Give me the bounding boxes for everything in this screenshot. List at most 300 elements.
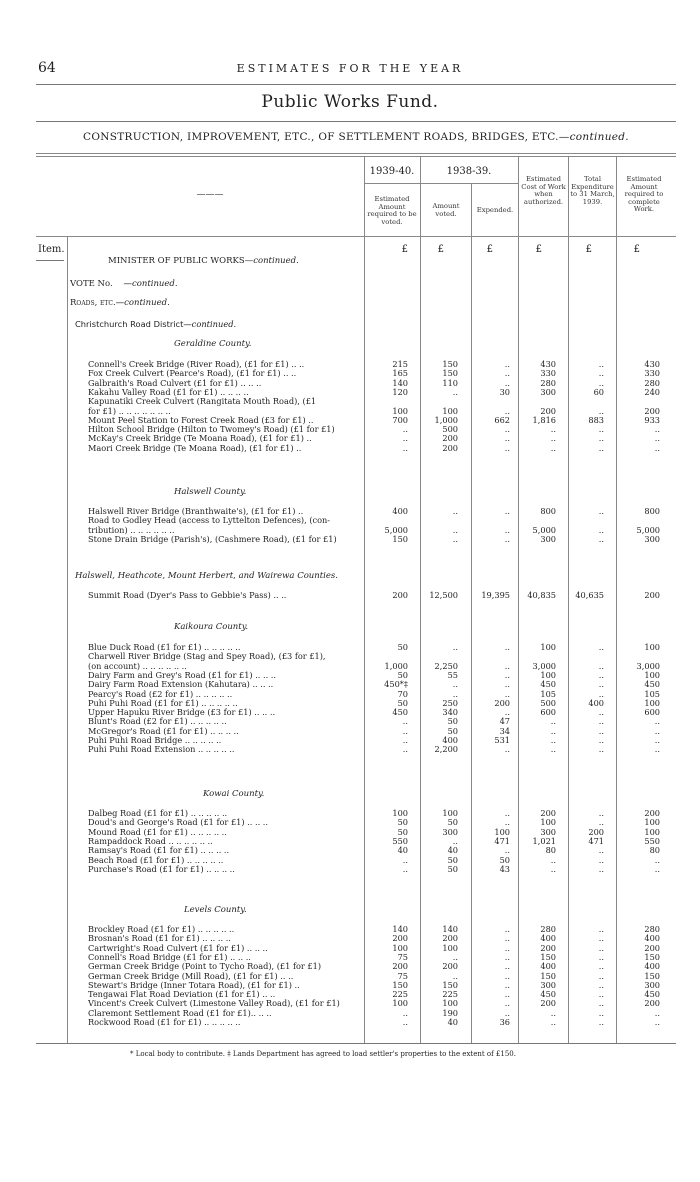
table-row — [0, 699, 700, 708]
row-value-col-6: .. — [654, 433, 660, 444]
roads-heading — [70, 298, 170, 308]
row-value-col-4: .. — [550, 863, 556, 874]
row-value-col-2: 40 — [447, 845, 458, 856]
row-value-col-3: .. — [504, 845, 510, 856]
row-description: Mount Peel Station to Forest Creek Road (£3 for £1) .. — [88, 415, 314, 425]
row-value-col-6: 200 — [644, 405, 660, 416]
row-value-col-2: .. — [452, 951, 458, 962]
row-value-col-4: 150 — [540, 970, 556, 981]
row-value-col-1: .. — [402, 735, 408, 745]
row-value-col-3: .. — [504, 433, 510, 444]
row-value-col-1: .. — [402, 716, 408, 727]
row-value-col-6: 3,000 — [636, 660, 660, 671]
row-value-col-4: 80 — [545, 845, 556, 856]
row-value-col-5: 400 — [588, 697, 604, 708]
row-description: Brosnan's Road (£1 for £1) .. .. .. .. — [88, 934, 231, 944]
row-value-col-6: 200 — [644, 808, 660, 818]
row-value-col-3: .. — [504, 744, 510, 755]
row-value-col-2: 100 — [442, 942, 458, 953]
county-heading: Kowai County. — [203, 789, 265, 799]
row-value-col-6: 100 — [644, 826, 660, 837]
header-dash: ——— — [196, 190, 224, 200]
row-value-col-2: 50 — [447, 725, 458, 736]
table-row — [0, 962, 700, 971]
currency-4: £ — [535, 244, 542, 255]
table-row — [0, 865, 700, 874]
row-value-col-5: .. — [598, 660, 604, 671]
row-description: Vincent's Creek Culvert (Limestone Valley Road), (£1 for £1) — [88, 999, 340, 1009]
row-value-col-5: .. — [598, 725, 604, 736]
row-description: Maori Creek Bridge (Te Moana Road), (£1 for £1) .. — [88, 443, 302, 453]
row-description: Fox Creek Culvert (Pearce's Road), (£1 for £1) .. .. — [88, 369, 297, 379]
row-description: Dalbeg Road (£1 for £1) .. .. .. .. .. — [88, 809, 228, 818]
row-value-col-3: 471 — [494, 835, 510, 846]
row-value-col-5: .. — [598, 735, 604, 745]
row-value-col-3: .. — [504, 506, 510, 516]
row-value-col-5: .. — [598, 707, 604, 718]
row-value-col-4: 300 — [540, 826, 556, 837]
row-value-col-3: .. — [504, 942, 510, 953]
col-rule-3 — [471, 183, 472, 1043]
row-value-col-2: 110 — [442, 377, 458, 388]
row-description: (on account) .. .. .. .. .. .. — [88, 661, 187, 671]
table-top-rule-2 — [36, 156, 676, 157]
row-value-col-4: 300 — [540, 979, 556, 990]
table-row — [0, 736, 700, 745]
row-value-col-5: .. — [598, 942, 604, 953]
row-value-col-2: .. — [452, 642, 458, 652]
district-heading — [75, 319, 236, 329]
row-value-col-5: .. — [598, 817, 604, 828]
section-subtitle — [36, 131, 676, 143]
row-value-col-3: .. — [504, 405, 510, 416]
row-value-col-4: 600 — [540, 707, 556, 718]
minister-text: MINISTER OF PUBLIC WORKS— — [108, 256, 254, 266]
row-value-col-6: 800 — [644, 506, 660, 516]
row-value-col-3: .. — [504, 442, 510, 453]
row-value-col-5: 200 — [588, 826, 604, 837]
row-value-col-1: 225 — [392, 989, 408, 1000]
row-description: Rampaddock Road .. .. .. .. .. .. — [88, 836, 213, 846]
table-row — [0, 818, 700, 827]
row-value-col-4: .. — [550, 1017, 556, 1027]
row-value-col-3: .. — [504, 377, 510, 388]
table-row — [0, 745, 700, 754]
row-value-col-3: 34 — [499, 725, 510, 736]
row-value-col-1: 75 — [397, 951, 408, 962]
row-value-col-3: .. — [504, 989, 510, 1000]
table-row — [0, 990, 700, 999]
row-description: Beach Road (£1 for £1) .. .. .. .. .. — [88, 855, 224, 865]
row-value-col-2: .. — [452, 970, 458, 981]
row-value-col-4: 5,000 — [532, 524, 556, 535]
row-value-col-4: 100 — [540, 817, 556, 828]
row-value-col-2: 200 — [442, 433, 458, 444]
row-value-col-2: 190 — [442, 1007, 458, 1018]
row-description: Purchase's Road (£1 for £1) .. .. .. .. — [88, 864, 235, 874]
header-year-1939: 1939-40. — [369, 166, 415, 177]
row-value-col-3: .. — [504, 642, 510, 652]
row-value-col-5: .. — [598, 979, 604, 990]
row-description: German Creek Bridge (Point to Tycho Road), (£1 for £1) — [88, 962, 322, 972]
row-value-col-5: .. — [598, 716, 604, 727]
row-value-col-2: 2,200 — [434, 744, 458, 755]
row-value-col-1: .. — [402, 854, 408, 865]
row-value-col-2: 150 — [442, 979, 458, 990]
top-rule — [36, 84, 676, 85]
table-row — [0, 837, 700, 846]
table-row — [0, 925, 700, 934]
row-value-col-6: .. — [654, 725, 660, 736]
currency-1: £ — [401, 244, 408, 255]
row-value-col-2: .. — [452, 688, 458, 699]
row-value-col-2: 50 — [447, 716, 458, 727]
row-description: McGregor's Road (£1 for £1) .. .. .. .. — [88, 726, 239, 736]
row-description: McKay's Creek Bridge (Te Moana Road), (£1 for £1) .. — [88, 434, 312, 444]
row-value-col-2: 150 — [442, 359, 458, 369]
row-value-col-3: .. — [504, 998, 510, 1009]
row-value-col-3: .. — [504, 970, 510, 981]
title-rule — [36, 121, 676, 122]
row-value-col-4: 430 — [540, 359, 556, 369]
row-value-col-6: 933 — [644, 414, 660, 425]
row-value-col-1: .. — [402, 863, 408, 874]
row-value-col-2: 340 — [442, 707, 458, 718]
row-description: Dairy Farm and Grey's Road (£1 for £1) .. .. .. — [88, 670, 277, 680]
row-value-col-6: 450 — [644, 989, 660, 1000]
row-value-col-2: .. — [452, 524, 458, 535]
row-value-col-2: 200 — [442, 961, 458, 972]
row-value-col-6: 300 — [644, 533, 660, 544]
table-row — [0, 434, 700, 443]
row-value-col-1: 450 — [392, 707, 408, 718]
row-value-col-1: .. — [402, 1017, 408, 1027]
row-value-col-1: 165 — [392, 368, 408, 379]
row-value-col-3: .. — [504, 660, 510, 671]
row-value-col-1: .. — [402, 442, 408, 453]
table-row — [0, 856, 700, 865]
row-value-col-6: 240 — [644, 386, 660, 397]
currency-5: £ — [585, 244, 592, 255]
row-value-col-1: 200 — [392, 961, 408, 972]
row-description: Tengawai Flat Road Deviation (£1 for £1) .. .. — [88, 990, 276, 1000]
running-head: ESTIMATES FOR THE YEAR — [236, 62, 464, 75]
row-value-col-3: .. — [504, 979, 510, 990]
row-value-col-5: .. — [598, 1017, 604, 1027]
row-value-col-3: .. — [504, 808, 510, 818]
row-value-col-1: 120 — [392, 386, 408, 397]
row-value-col-1: 50 — [397, 642, 408, 652]
row-description: Upper Hapuku River Bridge (£3 for £1) .. .. .. — [88, 708, 276, 718]
row-value-col-6: 105 — [644, 688, 660, 699]
row-value-col-5: .. — [598, 359, 604, 369]
row-value-col-1: .. — [402, 424, 408, 435]
row-description: Ramsay's Road (£1 for £1) .. .. .. .. — [88, 846, 230, 856]
row-value-col-6: 100 — [644, 697, 660, 708]
row-description: Dairy Farm Road Extension (Kahutara) .. .. .. — [88, 680, 274, 690]
row-value-col-5: .. — [598, 377, 604, 388]
row-description: Stewart's Bridge (Inner Totara Road), (£1 for £1) .. — [88, 980, 300, 990]
table-row — [0, 444, 700, 453]
table-row — [0, 727, 700, 736]
header-col-expended: Expended. — [476, 206, 514, 214]
row-value-col-4: .. — [550, 744, 556, 755]
row-value-col-2: 150 — [442, 368, 458, 379]
row-value-col-2: .. — [452, 506, 458, 516]
district-text: Christchurch Road District — [75, 319, 184, 329]
row-value-col-4: 400 — [540, 961, 556, 972]
table-row — [0, 671, 700, 680]
row-value-col-5: .. — [598, 688, 604, 699]
row-value-col-6: .. — [654, 735, 660, 745]
row-value-col-6: 200 — [644, 942, 660, 953]
table-row — [0, 846, 700, 855]
row-value-col-2: 2,250 — [434, 660, 458, 671]
row-value-col-5: .. — [598, 506, 604, 516]
table-row — [0, 809, 700, 818]
row-value-col-1: 50 — [397, 697, 408, 708]
row-value-col-4: 200 — [540, 405, 556, 416]
row-value-col-1: 40 — [397, 845, 408, 856]
row-value-col-4: 105 — [540, 688, 556, 699]
header-bottom-rule — [36, 236, 676, 237]
row-value-col-5: .. — [598, 854, 604, 865]
row-value-col-6: 400 — [644, 961, 660, 972]
table-row — [0, 416, 700, 425]
row-value-col-1: 1,000 — [384, 660, 408, 671]
row-value-col-3: .. — [504, 424, 510, 435]
row-value-col-5: .. — [598, 989, 604, 1000]
row-value-col-3: .. — [504, 524, 510, 535]
row-value-col-6: 280 — [644, 924, 660, 934]
row-value-col-6: .. — [654, 424, 660, 435]
row-description: Kapunatiki Creek Culvert (Rangitata Mouth Road), (£1 — [88, 397, 317, 407]
row-value-col-6: 100 — [644, 817, 660, 828]
row-description: Kakahu Valley Road (£1 for £1) .. .. .. .. — [88, 387, 249, 397]
row-value-col-2: .. — [452, 533, 458, 544]
header-col-complete: Estimated Amount required to complete Work. — [624, 175, 664, 214]
row-value-col-4: 280 — [540, 377, 556, 388]
row-value-col-6: 450 — [644, 679, 660, 690]
row-description: German Creek Bridge (Mill Road), (£1 for £1) .. .. — [88, 971, 294, 981]
table-row — [0, 516, 700, 525]
row-value-col-2: 50 — [447, 817, 458, 828]
row-value-col-1: 200 — [392, 590, 408, 600]
row-value-col-1: 400 — [392, 506, 408, 516]
row-description: Doud's and George's Road (£1 for £1) .. .. .. — [88, 818, 268, 828]
header-col-voted: Amount voted. — [432, 202, 460, 218]
row-value-col-1: 700 — [392, 414, 408, 425]
row-value-col-5: .. — [598, 933, 604, 944]
row-value-col-1: 140 — [392, 924, 408, 934]
row-value-col-4: 100 — [540, 669, 556, 680]
row-description: Road to Godley Head (access to Lyttelton Defences), (con- — [88, 516, 331, 526]
row-value-col-4: .. — [550, 433, 556, 444]
table-row — [0, 1018, 700, 1027]
row-value-col-1: 70 — [397, 688, 408, 699]
row-value-col-5: .. — [598, 961, 604, 972]
row-value-col-2: 12,500 — [429, 590, 458, 600]
table-row — [0, 708, 700, 717]
row-value-col-3: .. — [504, 817, 510, 828]
row-description: Pearcy's Road (£2 for £1) .. .. .. .. .. — [88, 689, 233, 699]
row-value-col-3: .. — [504, 688, 510, 699]
item-rule — [36, 260, 64, 261]
row-value-col-1: .. — [402, 725, 408, 736]
row-value-col-4: 200 — [540, 942, 556, 953]
row-value-col-4: .. — [550, 424, 556, 435]
table-row — [0, 507, 700, 516]
row-value-col-3: .. — [504, 533, 510, 544]
row-value-col-5: .. — [598, 533, 604, 544]
table-row — [0, 535, 700, 544]
row-value-col-3: .. — [504, 707, 510, 718]
row-value-col-1: 5,000 — [384, 524, 408, 535]
row-value-col-5: .. — [598, 669, 604, 680]
table-row — [0, 425, 700, 434]
row-value-col-2: 50 — [447, 854, 458, 865]
row-value-col-5: .. — [598, 524, 604, 535]
row-value-col-3: .. — [504, 933, 510, 944]
row-description: Halswell River Bridge (Branthwaite's), (£1 for £1) .. — [88, 507, 304, 516]
header-col-cost: Estimated Cost of Work when authorized. — [521, 175, 566, 206]
row-value-col-5: 471 — [588, 835, 604, 846]
row-value-col-4: 1,021 — [532, 835, 556, 846]
row-description: Blunt's Road (£2 for £1) .. .. .. .. .. — [88, 717, 227, 727]
row-value-col-4: 300 — [540, 386, 556, 397]
item-column-rule — [67, 236, 68, 1043]
row-value-col-5: .. — [598, 1007, 604, 1018]
row-value-col-1: 200 — [392, 933, 408, 944]
row-description: tribution) .. .. .. .. .. .. — [88, 525, 175, 535]
row-value-col-5: .. — [598, 863, 604, 874]
row-value-col-6: 280 — [644, 377, 660, 388]
row-value-col-1: 215 — [392, 359, 408, 369]
row-value-col-4: 450 — [540, 989, 556, 1000]
roads-continued: —continued. — [115, 298, 170, 308]
row-value-col-2: 100 — [442, 405, 458, 416]
row-description: Hilton School Bridge (Hilton to Twomey's Road) (£1 for £1) — [88, 425, 335, 435]
row-value-col-5: .. — [598, 998, 604, 1009]
county-heading: Kaikoura County. — [174, 622, 249, 632]
row-value-col-6: 150 — [644, 951, 660, 962]
row-value-col-5: 883 — [588, 414, 604, 425]
subtitle-continued: continued. — [569, 131, 629, 143]
row-value-col-6: 100 — [644, 642, 660, 652]
row-value-col-4: 200 — [540, 998, 556, 1009]
table-row — [0, 944, 700, 953]
row-value-col-6: .. — [654, 1017, 660, 1027]
row-value-col-3: 43 — [499, 863, 510, 874]
row-value-col-5: .. — [598, 433, 604, 444]
row-description: Connell's Creek Bridge (River Road), (£1 for £1) .. .. — [88, 360, 305, 369]
row-value-col-1: 150 — [392, 979, 408, 990]
row-description: Cartwright's Road Culvert (£1 for £1) .. .. .. — [88, 943, 268, 953]
row-value-col-1: 150 — [392, 533, 408, 544]
row-value-col-6: 430 — [644, 359, 660, 369]
row-value-col-1: .. — [402, 744, 408, 755]
row-value-col-3: 30 — [499, 386, 510, 397]
county-heading: Halswell County. — [174, 487, 247, 497]
row-value-col-2: 500 — [442, 424, 458, 435]
row-value-col-2: .. — [452, 679, 458, 690]
row-value-col-2: .. — [452, 386, 458, 397]
row-value-col-4: .. — [550, 716, 556, 727]
row-description: Puhi Puhi Road (£1 for £1) .. .. .. .. .. — [88, 698, 238, 708]
row-value-col-2: 100 — [442, 998, 458, 1009]
row-value-col-4: .. — [550, 725, 556, 736]
row-value-col-6: .. — [654, 863, 660, 874]
row-value-col-6: 80 — [649, 845, 660, 856]
row-value-col-2: 50 — [447, 863, 458, 874]
table-row — [0, 953, 700, 962]
row-value-col-3: .. — [504, 669, 510, 680]
row-value-col-6: .. — [654, 716, 660, 727]
row-value-col-1: .. — [402, 1007, 408, 1018]
row-value-col-3: .. — [504, 368, 510, 379]
row-value-col-4: 500 — [540, 697, 556, 708]
row-value-col-5: .. — [598, 642, 604, 652]
row-value-col-2: .. — [452, 835, 458, 846]
row-value-col-3: .. — [504, 924, 510, 934]
county-heading: Levels County. — [184, 905, 247, 915]
row-value-col-3: 36 — [499, 1017, 510, 1027]
row-value-col-6: 200 — [644, 998, 660, 1009]
table-top-rule — [36, 153, 676, 154]
row-value-col-6: 300 — [644, 979, 660, 990]
row-value-col-6: 400 — [644, 933, 660, 944]
header-col-total: Total Expenditure to 31 March, 1939. — [570, 175, 615, 206]
table-row — [0, 369, 700, 378]
page-title: Public Works Fund. — [261, 92, 439, 112]
table-row — [0, 643, 700, 652]
row-value-col-3: 200 — [494, 697, 510, 708]
row-value-col-6: 100 — [644, 669, 660, 680]
row-value-col-6: 5,000 — [636, 524, 660, 535]
row-description: Connell's Road Bridge (£1 for £1) .. .. .. — [88, 952, 251, 962]
row-value-col-3: 531 — [494, 735, 510, 745]
row-value-col-2: 40 — [447, 1017, 458, 1027]
row-value-col-5: .. — [598, 405, 604, 416]
row-value-col-3: .. — [504, 1007, 510, 1018]
item-label: Item. — [38, 244, 65, 255]
roads-text: Roads, etc. — [70, 298, 116, 308]
table-row — [0, 662, 700, 671]
footnote: * Local body to contribute. ‡ Lands Department has agreed to load settler's properties to the extent of £150. — [130, 1050, 516, 1058]
row-description: Puhi Puhi Road Bridge .. .. .. .. .. — [88, 736, 222, 745]
table-row — [0, 526, 700, 535]
row-description: Galbraith's Road Culvert (£1 for £1) .. .. .. — [88, 378, 262, 388]
row-value-col-1: 50 — [397, 669, 408, 680]
row-description: Brockley Road (£1 for £1) .. .. .. .. .. — [88, 925, 235, 934]
row-value-col-3: .. — [504, 951, 510, 962]
minister-heading — [108, 256, 299, 266]
row-value-col-6: .. — [654, 1007, 660, 1018]
row-value-col-1: 100 — [392, 405, 408, 416]
row-value-col-6: 150 — [644, 970, 660, 981]
row-value-col-5: .. — [598, 808, 604, 818]
row-value-col-6: 550 — [644, 835, 660, 846]
row-value-col-5: .. — [598, 679, 604, 690]
row-value-col-4: 400 — [540, 933, 556, 944]
row-value-col-1: 550 — [392, 835, 408, 846]
row-value-col-5: .. — [598, 424, 604, 435]
row-value-col-2: 250 — [442, 697, 458, 708]
row-value-col-1: 450*‡ — [384, 679, 408, 690]
row-description: for £1) .. .. .. .. .. .. .. — [88, 406, 171, 416]
header-year-1938: 1938-39. — [446, 166, 492, 177]
row-description: Rockwood Road (£1 for £1) .. .. .. .. .. — [88, 1018, 241, 1027]
